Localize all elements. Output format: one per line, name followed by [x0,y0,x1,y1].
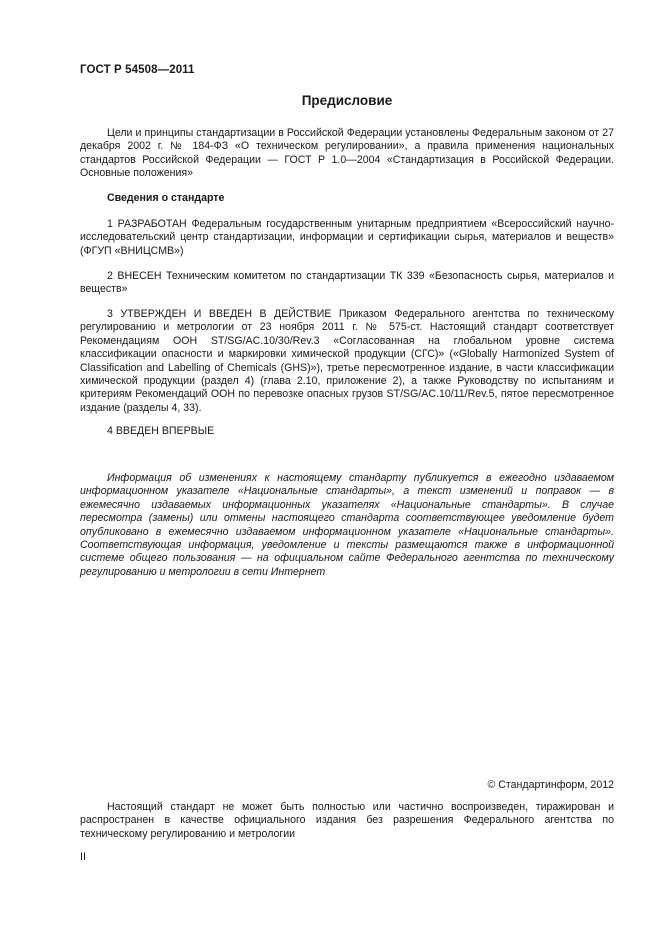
rights-notice: Настоящий стандарт не может быть полностью или частично воспроизведен, тиражирован и распространен в качестве официального издания без разрешения Федерального агентства по техническому регулированию и метрологии [80,801,614,840]
info-item-4: 4 ВВЕДЕН ВПЕРВЫЕ [107,425,215,437]
page-number: II [80,851,86,863]
standard-info-heading: Сведения о стандарте [107,192,225,204]
preface-intro: Цели и принципы стандартизации в Российской Федерации установлены Федеральным законом от 27 декабря 2002 г. № 184-ФЗ «О техническом регулировании», а правила применения национальных стандартов Российской Федерации — ГОСТ Р 1.0—2004 «Стандартизация в Российской Федерации. Основные положения» [80,127,614,180]
preface-title: Предисловие [301,93,393,108]
change-notice: Информация об изменениях к настоящему стандарту публикуется в ежегодно издаваемом информационном указателе «Национальные стандарты», а текст изменений и поправок — в ежемесячно издаваемых информационных указателях «Национальные стандарты». В случае пересмотра (замены) или отмены настоящего стандарта соответствующее уведомление будет опубликовано в ежемесячно издаваемом информационном указателе «Национальные стандарты». Соответствующая информация, уведомление и тексты размещаются также в информационной системе общего пользования — на официальном сайте Федерального агентства по техническому регулированию и метрологии в сети Интернет [80,472,614,578]
copyright-line: © Стандартинформ, 2012 [487,779,614,791]
document-code: ГОСТ Р 54508—2011 [80,64,195,76]
info-item-3: 3 УТВЕРЖДЕН И ВВЕДЕН В ДЕЙСТВИЕ Приказом Федерального агентства по техническому регулированию и метрологии от 23 ноября 2011 г. № 575-ст. Настоящий стандарт соответствует Рекомендациям ООН ST/SG/AC.10/30/Rev.3 «Согласованная на глобальном уровне система классификации опасности и маркировки химической продукции (СГС)» («Globally Harmonized System of Classification and Labelling of Chemicals (GHS)»), третье пересмотренное издание, в части классификации химической продукции (раздел 4) (глава 2.10, приложение 2), а также Руководству по испытаниям и критериям Рекомендаций ООН по перевозке опасных грузов ST/SG/AC.10/11/Rev.5, пятое пересмотренное издание (разделы 4, 33). [80,308,614,414]
info-item-1: 1 РАЗРАБОТАН Федеральным государственным унитарным предприятием «Всероссийский научно-исследовательский центр стандартизации, информации и сертификации сырья, материалов и веществ» (ФГУП «ВНИЦСМВ») [80,218,614,257]
info-item-2: 2 ВНЕСЕН Техническим комитетом по стандартизации ТК 339 «Безопасность сырья, материалов и веществ» [80,270,614,296]
